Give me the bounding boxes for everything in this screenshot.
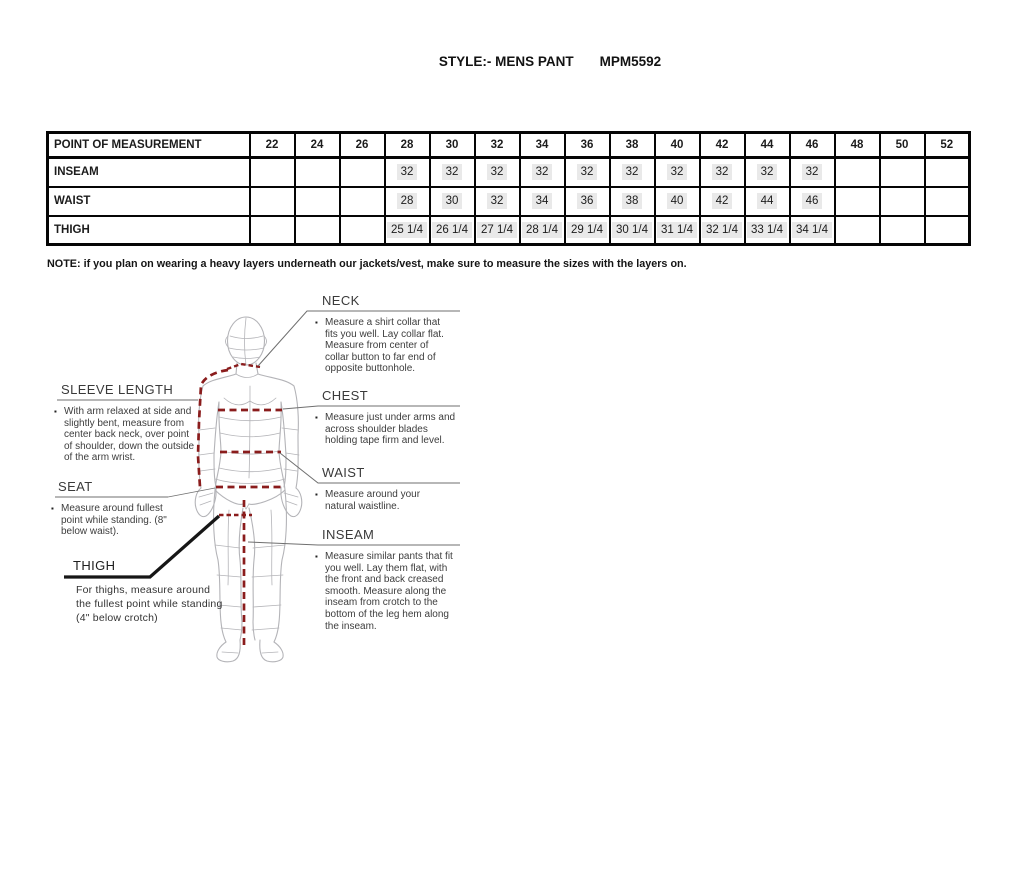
annotation-sleeve-length-text: With arm relaxed at side and slightly bent, measure from center back neck, over point of shoulder, down the outside of the arm wrist. xyxy=(64,406,195,464)
annotation-thigh xyxy=(73,558,225,625)
row-label: INSEAM xyxy=(48,158,250,187)
annotation-inseam-title: INSEAM xyxy=(322,527,375,542)
measurement-cell xyxy=(565,216,610,245)
size-header-cell: 50 xyxy=(880,133,925,158)
size-header-cell: 44 xyxy=(745,133,790,158)
measurement-cell xyxy=(565,187,610,216)
measurement-cell xyxy=(520,187,565,216)
measurement-cell xyxy=(925,158,970,187)
annotation-thigh-title: THIGH xyxy=(73,558,116,573)
measurement-cell xyxy=(700,158,745,187)
bullet-square-icon: ▪ xyxy=(315,318,318,327)
measurement-value: 42 xyxy=(712,193,733,209)
measurement-cell xyxy=(385,216,430,245)
row-label: THIGH xyxy=(48,216,250,245)
measurement-cell xyxy=(835,216,880,245)
measurement-value: 46 xyxy=(802,193,823,209)
measurement-value: 36 xyxy=(577,193,598,209)
measurement-value: 30 1/4 xyxy=(612,222,652,238)
annotation-inseam xyxy=(315,527,454,632)
annotation-chest xyxy=(315,388,456,447)
size-header-cell: 32 xyxy=(475,133,520,158)
size-header-cell: 26 xyxy=(340,133,385,158)
table-header-row xyxy=(48,133,970,158)
measurement-value: 38 xyxy=(622,193,643,209)
measurement-cell xyxy=(430,187,475,216)
annotation-thigh-text: For thighs, measure around the fullest point while standing (4" below crotch) xyxy=(76,584,223,624)
measurement-cell xyxy=(745,158,790,187)
style-code: MPM5592 xyxy=(599,54,662,69)
annotation-sleeve-length xyxy=(54,382,199,464)
measurement-cell xyxy=(655,187,700,216)
table-row xyxy=(48,187,970,216)
bullet-square-icon: ▪ xyxy=(315,552,318,561)
annotation-waist-title: WAIST xyxy=(322,465,365,480)
annotation-sleeve-length-title: SLEEVE LENGTH xyxy=(61,382,174,397)
measurement-cell xyxy=(700,187,745,216)
size-table xyxy=(46,131,971,246)
measurement-cell xyxy=(475,216,520,245)
style-label: STYLE:- MENS PANT xyxy=(438,54,574,69)
measurement-cell xyxy=(430,158,475,187)
measurement-cell xyxy=(610,158,655,187)
measurement-value: 40 xyxy=(667,193,688,209)
measurement-cell xyxy=(790,158,835,187)
measurement-cell xyxy=(790,187,835,216)
annotation-chest-title: CHEST xyxy=(322,388,369,403)
annotation-waist-text: Measure around your natural waistline. xyxy=(325,489,421,512)
measurement-value: 28 xyxy=(397,193,418,209)
measurement-cell xyxy=(610,216,655,245)
annotation-neck xyxy=(315,293,450,375)
size-header-cell: 38 xyxy=(610,133,655,158)
measurement-value: 32 1/4 xyxy=(702,222,742,238)
annotation-neck-title: NECK xyxy=(322,293,360,308)
annotation-seat xyxy=(51,479,176,538)
bullet-square-icon: ▪ xyxy=(315,413,318,422)
measurement-cell xyxy=(295,216,340,245)
measurement-value: 30 xyxy=(442,193,463,209)
measurement-value: 44 xyxy=(757,193,778,209)
annotation-inseam-text: Measure similar pants that fit you well. Lay them flat, with the front and back creased smooth. Measure along the inseam from crotch to the bottom of the leg hem along the inseam. xyxy=(325,551,453,632)
neck-measure-line xyxy=(227,364,260,369)
table-row xyxy=(48,158,970,187)
measurement-cell xyxy=(340,187,385,216)
measurement-value: 32 xyxy=(532,164,553,180)
size-header-cell: 34 xyxy=(520,133,565,158)
size-header-cell: 48 xyxy=(835,133,880,158)
page-title xyxy=(38,54,1024,69)
measurement-cell xyxy=(475,158,520,187)
measurement-value: 31 1/4 xyxy=(657,222,697,238)
measurement-value: 32 xyxy=(712,164,733,180)
measurement-value: 25 1/4 xyxy=(387,222,427,238)
measurement-value: 32 xyxy=(757,164,778,180)
row-label: WAIST xyxy=(48,187,250,216)
measurement-cell xyxy=(835,158,880,187)
annotation-neck-text: Measure a shirt collar that fits you well. Lay collar flat. Measure from center of collar button to far end of opposite buttonhole. xyxy=(325,317,444,375)
size-header-cell: 46 xyxy=(790,133,835,158)
measurement-value: 32 xyxy=(622,164,643,180)
measurement-cell xyxy=(790,216,835,245)
measurement-cell xyxy=(835,187,880,216)
measurement-cell xyxy=(475,187,520,216)
bullet-square-icon: ▪ xyxy=(315,490,318,499)
measurement-cell xyxy=(520,158,565,187)
measurement-cell xyxy=(925,216,970,245)
measurement-value: 34 xyxy=(532,193,553,209)
size-header-cell: 36 xyxy=(565,133,610,158)
measurement-cell xyxy=(565,158,610,187)
measurement-cell xyxy=(340,158,385,187)
measurement-cell xyxy=(880,158,925,187)
measurement-value: 32 xyxy=(577,164,598,180)
bullet-square-icon: ▪ xyxy=(54,407,57,416)
measurement-cell xyxy=(385,158,430,187)
size-header-cell: 28 xyxy=(385,133,430,158)
size-header-cell: 52 xyxy=(925,133,970,158)
note-text: NOTE: if you plan on wearing a heavy layers underneath our jackets/vest, make sure to measure the sizes with the layers on. xyxy=(47,258,687,270)
measurement-value: 32 xyxy=(487,164,508,180)
size-header-cell: 42 xyxy=(700,133,745,158)
measurement-value: 29 1/4 xyxy=(567,222,607,238)
measurement-cell xyxy=(745,216,790,245)
annotation-seat-title: SEAT xyxy=(58,479,93,494)
measurement-cell xyxy=(880,187,925,216)
measurement-value: 33 1/4 xyxy=(747,222,787,238)
annotation-seat-text: Measure around fullest point while standing. (8" below waist). xyxy=(61,503,167,538)
measurement-value: 28 1/4 xyxy=(522,222,562,238)
corner-header-cell: POINT OF MEASUREMENT xyxy=(48,133,250,158)
size-header-cell: 24 xyxy=(295,133,340,158)
measurement-cell xyxy=(340,216,385,245)
measurement-value: 34 1/4 xyxy=(792,222,832,238)
sleeve-measure-line xyxy=(198,370,228,487)
measurement-cell xyxy=(250,216,295,245)
size-header-cell: 22 xyxy=(250,133,295,158)
measurement-value: 32 xyxy=(442,164,463,180)
measurement-cell xyxy=(655,216,700,245)
measurement-value: 32 xyxy=(667,164,688,180)
table-row xyxy=(48,216,970,245)
measurement-value: 32 xyxy=(487,193,508,209)
annotation-waist xyxy=(315,465,444,512)
measurement-value: 27 1/4 xyxy=(477,222,517,238)
measurement-cell xyxy=(610,187,655,216)
measurement-cell xyxy=(295,158,340,187)
measurement-cell xyxy=(880,216,925,245)
measurement-cell xyxy=(430,216,475,245)
measurement-value: 32 xyxy=(802,164,823,180)
measurement-cell xyxy=(925,187,970,216)
size-header-cell: 40 xyxy=(655,133,700,158)
measurement-cell xyxy=(700,216,745,245)
bullet-square-icon: ▪ xyxy=(51,504,54,513)
measurement-cell xyxy=(520,216,565,245)
measurement-cell xyxy=(745,187,790,216)
measurement-cell xyxy=(295,187,340,216)
measurement-cell xyxy=(385,187,430,216)
measurement-cell xyxy=(250,158,295,187)
annotation-chest-text: Measure just under arms and across shoulder blades holding tape firm and level. xyxy=(325,412,456,447)
measurement-cell xyxy=(250,187,295,216)
size-header-cell: 30 xyxy=(430,133,475,158)
measurement-cell xyxy=(655,158,700,187)
measurement-value: 26 1/4 xyxy=(432,222,472,238)
measurement-value: 32 xyxy=(397,164,418,180)
